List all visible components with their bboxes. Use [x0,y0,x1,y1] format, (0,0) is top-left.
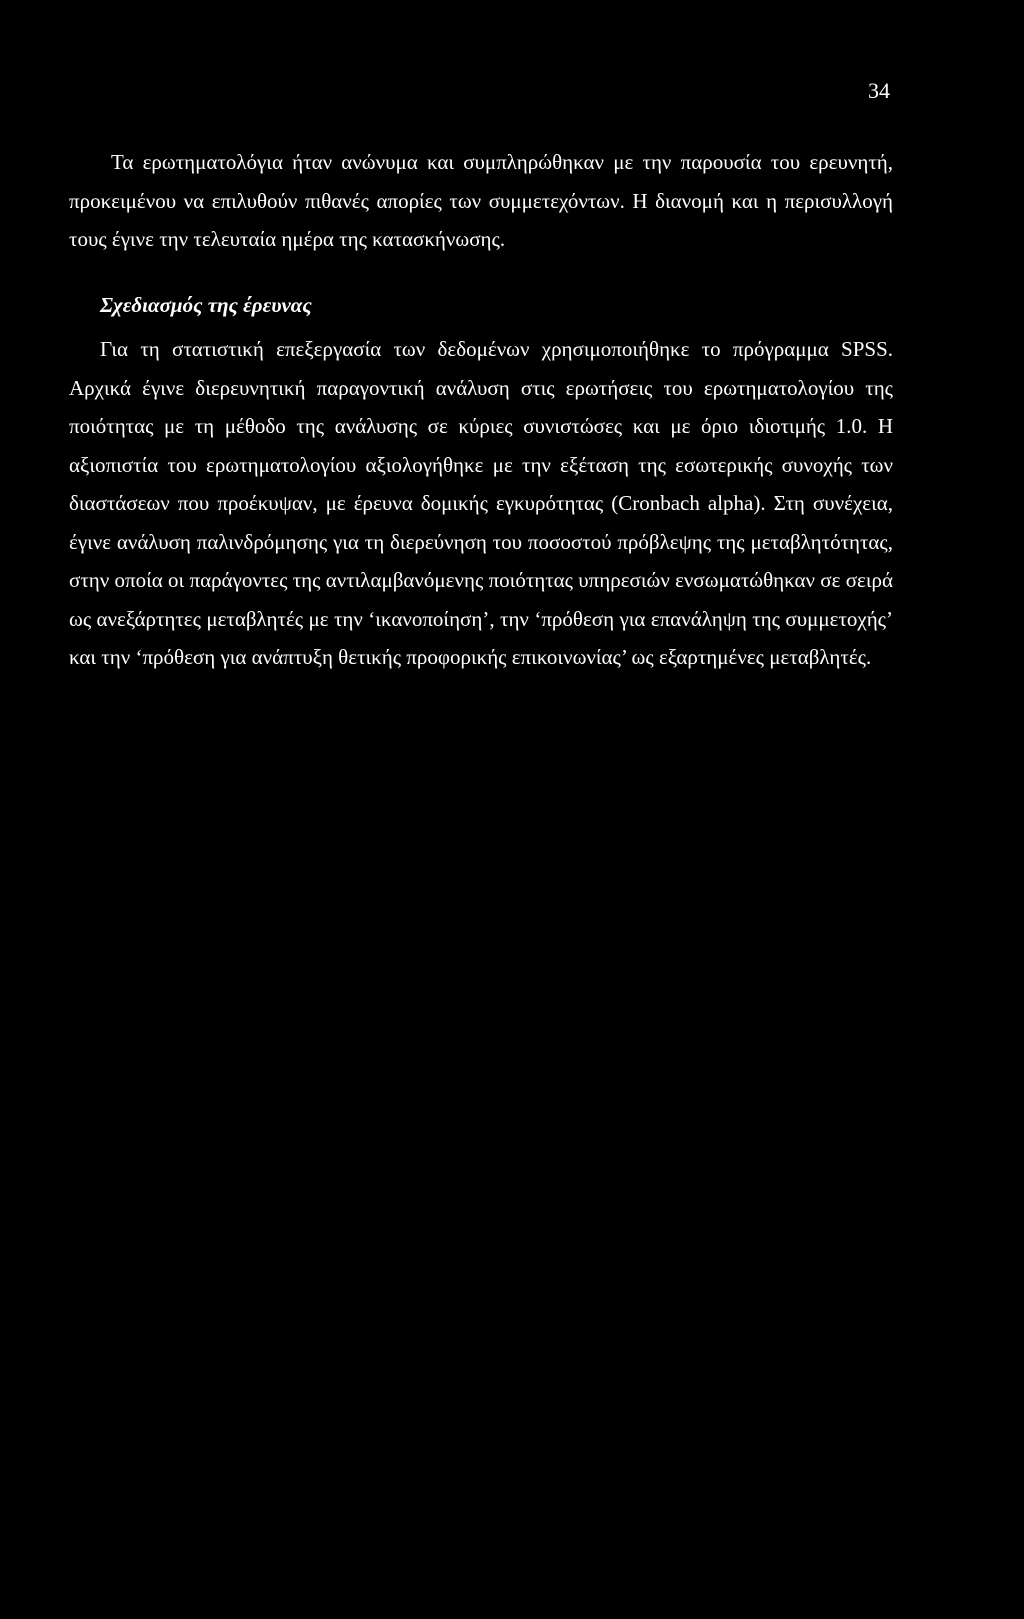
paragraph-questionnaires: Τα ερωτηματολόγια ήταν ανώνυμα και συμπληρώθηκαν με την παρουσία του ερευνητή, προκειμένου να επιλυθούν πιθανές απορίες των συμμετεχόντων. Η διανομή και η περισυλλογή τους έγινε την τελευταία ημέρα της κατασκήνωσης. [69,150,893,251]
page-number: 34 [868,78,890,103]
section-heading: Σχεδιασμός της έρευνας [100,293,312,317]
paragraph-statistical-analysis: Για τη στατιστική επεξεργασία των δεδομένων χρησιμοποιήθηκε το πρόγραμμα SPSS. Αρχικά έγινε διερευνητική παραγοντική ανάλυση στις ερωτήσεις του ερωτηματολογίου της ποιότητας με τη μέθοδο της ανάλυσης σε κύριες συνιστώσες και με όριο ιδιοτιμής 1.0. Η αξιοπιστία του ερωτηματολογίου αξιολογήθηκε με την εξέταση της εσωτερικής συνοχής των διαστάσεων που προέκυψαν, με έρευνα δομικής εγκυρότητας (Cronbach alpha). Στη συνέχεια, έγινε ανάλυση παλινδρόμησης για τη διερεύνηση του ποσοστού πρόβλεψης της μεταβλητότητας, στην οποία οι παράγοντες της αντιλαμβανόμενης ποιότητας υπηρεσιών ενσωματώθηκαν σε σειρά ως ανεξάρτητες μεταβλητές με την ‘ικανοποίηση’, την ‘πρόθεση για επανάληψη της συμμετοχής’ και την ‘πρόθεση για ανάπτυξη θετικής προφορικής επικοινωνίας’ ως εξαρτημένες μεταβλητές. [69,337,893,669]
